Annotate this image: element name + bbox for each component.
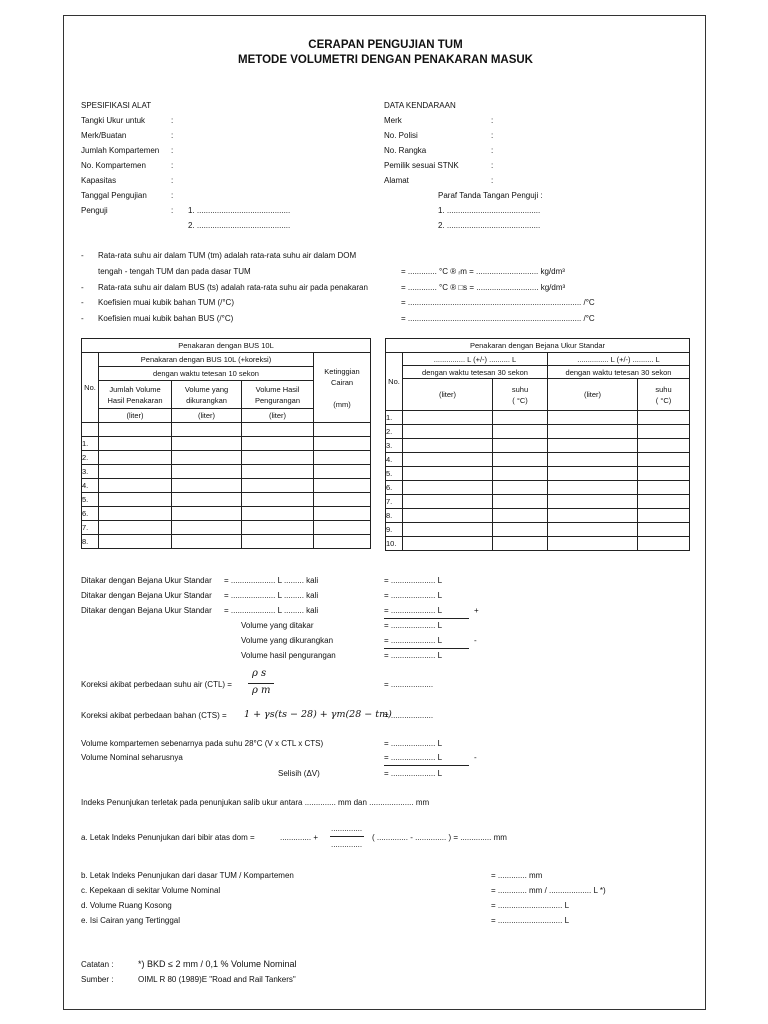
spec-row-colon: :	[171, 116, 174, 125]
spec-row-label: Tanggal Pengujian	[81, 191, 147, 200]
bus-table-row: 6.	[82, 507, 371, 521]
bus-col-hasil: Volume Hasil Pengurangan	[242, 381, 314, 409]
ditakar-3-fill: = .................... L ......... kali	[224, 606, 319, 615]
std-table-header: Penakaran dengan Bejana Ukur Standar	[386, 339, 690, 353]
ditakar-1-result: = .................... L	[384, 576, 443, 585]
standard-table: Penakaran dengan Bejana Ukur Standar No. ............... L (+/-) .......... L ............... L (+/-) .......... L dengan waktu tetesan 30 sekon dengan waktu tetesan 30 sekon (liter) suhu ( °C) (liter) suhu ( °C) 1. 2. 3. 4. 5. 6. 7. 8. 9. 10.	[385, 338, 690, 551]
indeks-b-value: = ............. mm	[491, 871, 543, 880]
vol-ditakar-label: Volume yang ditakar	[241, 621, 314, 630]
bus-table: Penakaran dengan BUS 10L No. Penakaran dengan BUS 10L (+koreksi) Ketinggian Cairan (mm) dengan waktu tetesan 10 sekon Jumlah Volume Hasil Penakaran Volume yang dikurangkan Volume Hasil Pengurangan (liter) (liter) (liter) 1. 2. 3. 4. 5. 6. 7. 8.	[81, 338, 371, 549]
vk-label: Volume kompartemen sebenarnya pada suhu 28°C (V x CTL x CTS)	[81, 739, 324, 748]
vehicle-row-label: No. Polisi	[384, 131, 418, 140]
ditakar-2-fill: = .................... L ......... kali	[224, 591, 319, 600]
vehicle-row-colon: :	[491, 116, 494, 125]
indeks-a-num: ..............	[331, 824, 363, 833]
note-1-value: = ............. °C ® ᵣm = ............................ kg/dm³	[401, 267, 565, 276]
spec-row-label: Merk/Buatan	[81, 131, 127, 140]
penguji-line-1: 1. ..........................................	[188, 206, 291, 215]
form-subtitle: METODE VOLUMETRI DENGAN PENAKARAN MASUK	[238, 54, 533, 66]
vehicle-row-colon: :	[491, 176, 494, 185]
bus-table-row: 5.	[82, 493, 371, 507]
vol-ditakar-result: = .................... L	[384, 621, 443, 630]
std-table-row: 6.	[386, 481, 690, 495]
bus-col-no: No.	[82, 353, 99, 423]
catatan-text: *) BKD ≤ 2 mm / 0,1 % Volume Nominal	[138, 959, 297, 969]
vol-kurang-label: Volume yang dikurangkan	[241, 636, 334, 645]
paraf-label: Paraf Tanda Tangan Penguji :	[438, 191, 543, 200]
indeks-a-expr1: .............. +	[280, 833, 319, 842]
std-table-row: 7.	[386, 495, 690, 509]
vol-hasil-label: Volume hasil pengurangan	[241, 651, 336, 660]
ditakar-1-fill: = .................... L ......... kali	[224, 576, 319, 585]
indeks-d-value: = ............................. L	[491, 901, 570, 910]
paraf-line-1: 1. ..........................................	[438, 206, 541, 215]
indeks-a-label: a. Letak Indeks Penunjukan dari bibir atas dom =	[81, 833, 255, 842]
spec-row-colon: :	[171, 206, 174, 215]
std-table-row: 3.	[386, 439, 690, 453]
note-3-value: = .............................................................................. /°C	[401, 298, 595, 307]
note-2: Rata-rata suhu air dalam BUS (ts) adalah rata-rata suhu air pada penakaran	[98, 283, 368, 292]
form-frame: CERAPAN PENGUJIAN TUM METODE VOLUMETRI DENGAN PENAKARAN MASUK SPESIFIKASI ALAT Tangki Ukur untuk : Merk/Buatan : Jumlah Kompartemen : No. Kompartemen : Kapasitas : Tanggal Pengujian : Penguji : 1. .......................................... 2. .......................................... DATA KENDARAAN Merk : No. Polisi : No. Rangka : Pemilik sesuai STNK : Alamat : Paraf Tanda Tangan Penguji : 1. .......................................... 2. .......................................... - Rata-rata suhu air dalam TUM (tm) adalah rata-rata suhu air dalam DOM tengah - tengah TUM dan pada dasar TUM = ............. °C ® ᵣm = ............................ kg/dm³ - Rata-rata suhu air dalam BUS (ts) adalah rata-rata suhu air pada penakaran = ............. °C ® □s = ............................ kg/dm³ - Koefisien muai kubik bahan TUM (/°C) = .............................................................................. /°C - Koefisien muai kubik bahan BUS (/°C) = .............................................................................. /°C Penakaran dengan BUS 10L No. Penakaran dengan BUS 10L (+koreksi) Ketinggian Cairan (mm) dengan waktu tetesan 10 sekon Jumlah Volume Hasil Penakaran Volume yang dikurangkan Volume Hasil Pengurangan (liter) (liter) (liter) 1. 2. 3. 4. 5. 6. 7. 8. Penakaran dengan Bejana Ukur Standar No. ............... L (+/-) .......... L ............... L (+/-) .......... L dengan waktu tetesan 30 sekon dengan waktu tetesan 30 sekon (liter) suhu ( °C) (liter) suhu ( °C) 1. 2. 3. 4. 5. 6. 7. 8. 9. 10. Ditakar dengan Bejana Ukur Standar = .................... L ......... kali = .................... L Ditakar dengan Bejana Ukur Standar = .................... L ......... kali = .................... L Ditakar dengan Bejana Ukur Standar = .................... L ......... kali = .................... L + Volume yang ditakar = .................... L Volume yang dikurangkan = .................... L - Volume hasil pengurangan = .................... L Koreksi akibat perbedaan suhu air (CTL) = ρ s ρ m = ................... Koreksi akibat perbedaan bahan (CTS) = 1 + γs(ts − 28) + γm(28 − tm) = ................... Volume kompartemen sebenarnya pada suhu 28°C (V x CTL x CTS) = .................... L Volume Nominal seharusnya = .................... L - Selisih (ΔV) = .................... L Indeks Penunjukan terletak pada penunjukan salib ukur antara .............. mm dan .................... mm a. Letak Indeks Penunjukan dari bibir atas dom = .............. + .............. .............. ( .............. - .............. ) = .............. mm b. Letak Indeks Penunjukan dari dasar TUM / Kompartemen = ............. mm c. Kepekaan di sekitar Volume Nominal = ............. mm / ................... L *) d. Volume Ruang Kosong = ............................. L e. Isi Cairan yang Tertinggal = ............................. L Catatan : *) BKD ≤ 2 mm / 0,1 % Volume Nominal Sumber : OIML R 80 (1989)E "Road and Rail Tankers"	[63, 15, 706, 1010]
ctl-label: Koreksi akibat perbedaan suhu air (CTL) =	[81, 680, 232, 689]
selisih-label: Selisih (ΔV)	[278, 769, 320, 778]
note-3: Koefisien muai kubik bahan TUM (/°C)	[98, 298, 234, 307]
vehicle-row-colon: :	[491, 146, 494, 155]
ditakar-3-result: = .................... L	[384, 606, 443, 615]
ditakar-2-label: Ditakar dengan Bejana Ukur Standar	[81, 591, 212, 600]
spec-row-colon: :	[171, 161, 174, 170]
bus-col-ketinggian: Ketinggian Cairan (mm)	[314, 353, 371, 423]
vn-result: = .................... L	[384, 753, 443, 762]
bus-col-dikurangkan: Volume yang dikurangkan	[172, 381, 242, 409]
note-4-value: = .............................................................................. /°C	[401, 314, 595, 323]
vehicle-row-colon: :	[491, 131, 494, 140]
note-1a: Rata-rata suhu air dalam TUM (tm) adalah rata-rata suhu air dalam DOM	[98, 251, 357, 260]
spec-row-colon: :	[171, 146, 174, 155]
std-table-row: 9.	[386, 523, 690, 537]
bus-table-row: 1.	[82, 437, 371, 451]
indeks-d-label: d. Volume Ruang Kosong	[81, 901, 172, 910]
ditakar-1-label: Ditakar dengan Bejana Ukur Standar	[81, 576, 212, 585]
sumber-label: Sumber :	[81, 975, 114, 984]
bus-sub1: Penakaran dengan BUS 10L (+koreksi)	[99, 353, 314, 367]
cts-result: = ...................	[384, 711, 434, 720]
selisih-result: = .................... L	[384, 769, 443, 778]
vol-kurang-result: = .................... L	[384, 636, 443, 645]
note-4: Koefisien muai kubik bahan BUS (/°C)	[98, 314, 234, 323]
vehicle-row-label: Pemilik sesuai STNK	[384, 161, 459, 170]
spec-row-label: Tangki Ukur untuk	[81, 116, 146, 125]
spec-row-colon: :	[171, 191, 174, 200]
spec-row-label: Kapasitas	[81, 176, 117, 185]
std-table-row: 1.	[386, 411, 690, 425]
spec-row-colon: :	[171, 131, 174, 140]
spec-row-label: No. Kompartemen	[81, 161, 146, 170]
penguji-line-2: 2. ..........................................	[188, 221, 291, 230]
bus-table-row: 7.	[82, 521, 371, 535]
ditakar-2-result: = .................... L	[384, 591, 443, 600]
std-table-row: 8.	[386, 509, 690, 523]
note-2-value: = ............. °C ® □s = ............................ kg/dm³	[401, 283, 566, 292]
ctl-result: = ...................	[384, 680, 434, 689]
std-table-row: 5.	[386, 467, 690, 481]
spec-row-label: Penguji	[81, 206, 108, 215]
indeks-e-label: e. Isi Cairan yang Tertinggal	[81, 916, 181, 925]
spec-heading: SPESIFIKASI ALAT	[81, 101, 152, 110]
note-1b: tengah - tengah TUM dan pada dasar TUM	[98, 267, 251, 276]
bus-table-row: 8.	[82, 535, 371, 549]
cts-label: Koreksi akibat perbedaan bahan (CTS) =	[81, 711, 227, 720]
vol-hasil-result: = .................... L	[384, 651, 443, 660]
vehicle-row-label: No. Rangka	[384, 146, 427, 155]
std-table-row: 4.	[386, 453, 690, 467]
indeks-b-label: b. Letak Indeks Penunjukan dari dasar TUM / Kompartemen	[81, 871, 294, 880]
spec-row-label: Jumlah Kompartemen	[81, 146, 160, 155]
indeks-c-value: = ............. mm / ................... L *)	[491, 886, 606, 895]
sumber-text: OIML R 80 (1989)E "Road and Rail Tankers"	[138, 975, 296, 984]
form-title: CERAPAN PENGUJIAN TUM	[308, 39, 463, 51]
bus-table-row: 3.	[82, 465, 371, 479]
vehicle-heading: DATA KENDARAAN	[384, 101, 456, 110]
std-table-row: 2.	[386, 425, 690, 439]
rho-s: ρ s	[252, 668, 267, 679]
std-table-row: 10.	[386, 537, 690, 551]
indeks-line: Indeks Penunjukan terletak pada penunjukan salib ukur antara .............. mm dan .................... mm	[81, 798, 430, 807]
bus-col-jumlah: Jumlah Volume Hasil Penakaran	[99, 381, 172, 409]
ditakar-3-label: Ditakar dengan Bejana Ukur Standar	[81, 606, 212, 615]
vehicle-row-colon: :	[491, 161, 494, 170]
vehicle-row-label: Merk	[384, 116, 402, 125]
catatan-label: Catatan :	[81, 960, 114, 969]
bus-table-row: 2.	[82, 451, 371, 465]
spec-row-colon: :	[171, 176, 174, 185]
vn-label: Volume Nominal seharusnya	[81, 753, 183, 762]
bus-sub2: dengan waktu tetesan 10 sekon	[99, 367, 314, 381]
rho-m: ρ m	[252, 685, 271, 696]
cts-formula: 1 + γs(ts − 28) + γm(28 − tm)	[244, 709, 392, 720]
vk-result: = .................... L	[384, 739, 443, 748]
indeks-c-label: c. Kepekaan di sekitar Volume Nominal	[81, 886, 221, 895]
bus-table-header: Penakaran dengan BUS 10L	[82, 339, 371, 353]
bus-table-row: 4.	[82, 479, 371, 493]
indeks-a-expr2: ( .............. - .............. ) = .............. mm	[372, 833, 507, 842]
std-col-no: No.	[386, 353, 403, 411]
indeks-e-value: = ............................. L	[491, 916, 570, 925]
paraf-line-2: 2. ..........................................	[438, 221, 541, 230]
vehicle-row-label: Alamat	[384, 176, 409, 185]
indeks-a-den: ..............	[331, 840, 363, 849]
